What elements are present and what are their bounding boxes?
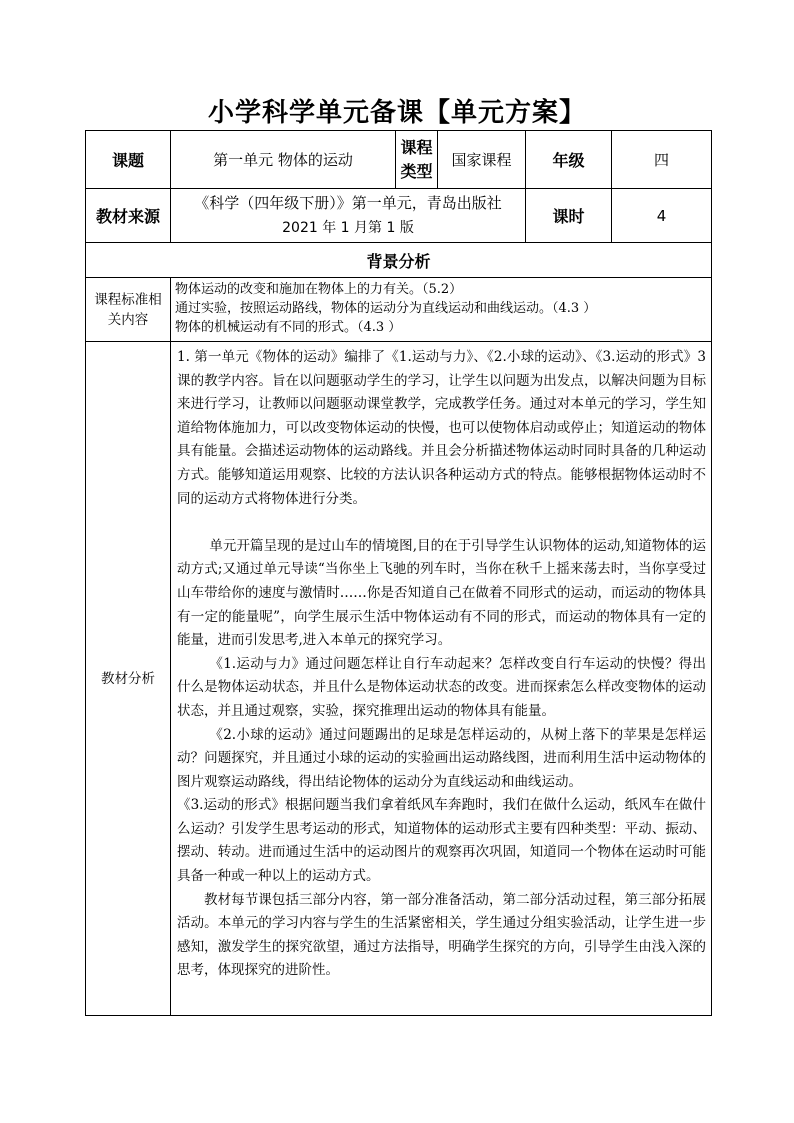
source-line-1: 《科学（四年级下册）》第一单元，青岛出版社 [194,193,502,212]
analysis-paragraph-1: 1. 第一单元《物体的运动》编排了《1.运动与力》、《2.小球的运动》、《3.运动的形式》3 课的教学内容。旨在以问题驱动学生的学习，让学生以问题为出发点，以解决问题为目标来进行学习，让教师以问题驱动课堂教学，完成教学任务。通过对本单元的学习，学生知道给物体施加力，可以改变物体运动的快慢，也可以使物体启动或停止；知道运动的物体具有能量。会描述运动物体的运动路线。并且会分析描述物体运动时同时具备的几种运动方式。能够知道运用观察、比较的方法认识各种运动方式的特点。能够根据物体运动时不同的运动方式将物体进行分类。 [177,349,706,507]
topic-label-cell: 课题 [86,131,171,189]
standard-line: 物体运动的改变和施加在物体上的力有关。（5.2） [175,282,463,297]
analysis-paragraph-6: 教材每节课包括三部分内容，第一部分准备活动，第二部分活动过程，第三部分拓展活动。本单元的学习内容与学生的生活紧密相关，学生通过分组实验活动，让学生进一步感知，激发学生的探究欲望，通过方法指导，明确学生探究的方向，引导学生由浅入深的思考，体现探究的进阶性。 [177,891,706,979]
topic-value-cell: 第一单元 物体的运动 [171,131,396,189]
hours-value: 4 [612,189,712,243]
source-line-2: 2021 年 1 月第 1 版 [282,219,414,236]
analysis-paragraph-3: 《1.运动与力》通过问题怎样让自行车动起来？怎样改变自行车运动的快慢？得出什么是物体运动状态，并且什么是物体运动状态的改变。进而探索怎么样改变物体的运动状态，并且通过观察，实验，探究推理出运动的物体具有能量。 [177,655,706,719]
analysis-label: 教材分析 [86,342,171,1016]
standards-label-cell [86,278,171,342]
analysis-content [171,342,712,1016]
standards-content [171,278,712,342]
header-table [85,130,712,1016]
hours-label: 课时 [526,189,612,243]
grade-label: 年级 [526,131,612,189]
row-standards [86,278,712,342]
row-analysis [86,342,712,1016]
standard-line: 物体的机械运动有不同的形式。（4.3 ） [175,320,402,335]
standards-label: 课程标准相关内容 [94,291,162,328]
standard-line: 通过实验，按照运动路线，物体的运动分为直线运动和曲线运动。（4.3 ） [175,301,597,316]
row-source [86,189,712,243]
source-label: 教材来源 [86,189,171,243]
course-type-label-cell: 课程类型 [396,131,438,189]
row-topic-main [86,131,712,189]
analysis-paragraph-4: 《2.小球的运动》通过问题踢出的足球是怎样运动的，从树上落下的苹果是怎样运动？问题探究，并且通过小球的运动的实验画出运动路线图，进而利用生活中运动物体的图片观察运动路线，得出结论物体的运动分为直线运动和曲线运动。 [177,726,706,790]
analysis-paragraph-5: 《3.运动的形式》根据问题当我们拿着纸风车奔跑时，我们在做什么运动，纸风车在做什么运动？引发学生思考运动的形式，知道物体的运动形式主要有四种类型：平动、振动、摆动、转动。进而通过生活中的运动图片的观察再次巩固，知道同一个物体在运动时可能具备一种或一种以上的运动方式。 [177,797,706,885]
row-background-title [86,243,712,278]
background-title: 背景分析 [86,243,712,278]
analysis-paragraph-2: 单元开篇呈现的是过山车的情境图,目的在于引导学生认识物体的运动,知道物体的运动方式;又通过单元导读“当你坐上飞驰的列车时，当你在秋千上摇来荡去时，当你享受过山车带给你的速度与激情时……你是否知道自己在做着不同形式的运动，而运动的物体具有一定的能量呢”，向学生展示生活中物体运动有不同的形式，而运动的物体具有一定的能量，进而引发思考,进入本单元的探究学习。 [177,537,706,649]
grade-value: 四 [612,131,712,189]
page-title: 小学科学单元备课【单元方案】 [207,98,586,128]
course-type-value-cell: 国家课程 [438,131,526,189]
